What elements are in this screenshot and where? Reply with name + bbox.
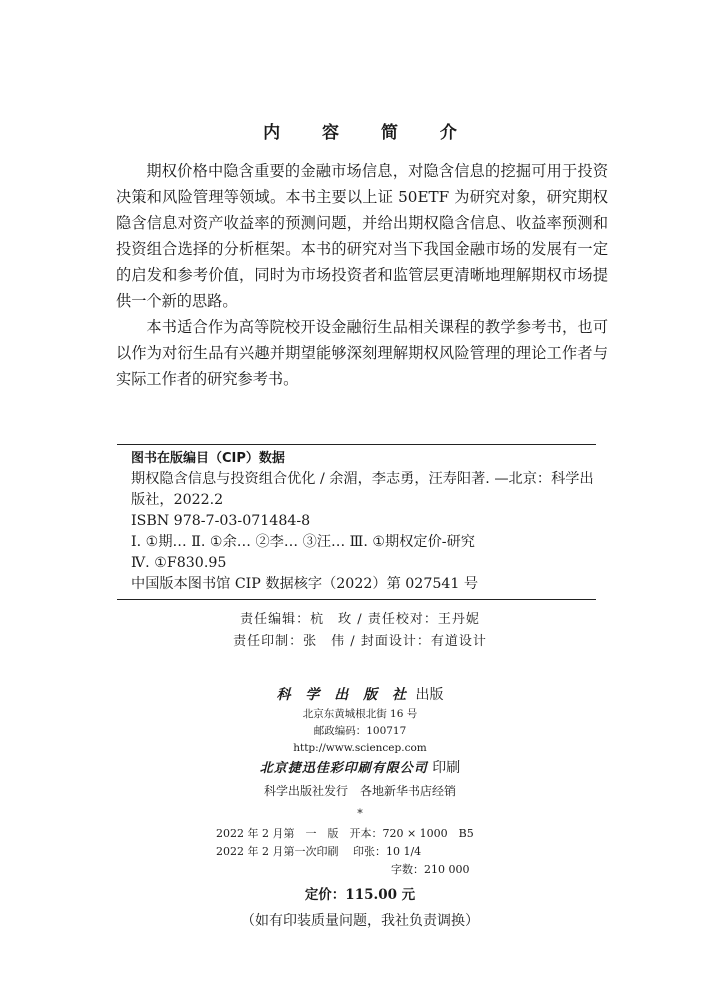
separator-star: * — [357, 807, 363, 820]
editor-credits-line-2: 责任印制：张 伟 / 封面设计：有道设计 — [233, 634, 487, 649]
printer-line — [0, 757, 720, 780]
publisher-postcode: 邮政编码：100717 — [313, 725, 407, 737]
spec-printing-row: 2022 年 2 月第一次印刷 印张：10 1/4 — [216, 845, 422, 858]
cip-data-block — [117, 444, 596, 600]
editor-credits-line-1: 责任编辑：杭 玫 / 责任校对：王丹妮 — [240, 612, 480, 627]
publisher-address: 北京东黄城根北街 16 号 — [302, 708, 418, 720]
cip-record-number: 中国版本图书馆 CIP 数据核字（2022）第 027541 号 — [131, 576, 479, 592]
printer-name: 北京捷迅佳彩印刷有限公司 — [259, 761, 428, 776]
spec-word-count: 字数：210 000 — [391, 863, 470, 876]
cip-title: 图书在版编目（CIP）数据 — [131, 451, 285, 466]
cip-classification-2: Ⅳ. ①F830.95 — [131, 555, 227, 571]
cip-isbn: ISBN 978-7-03-071484-8 — [131, 513, 311, 529]
summary-paragraph-2: 本书适合作为高等院校开设金融衍生品相关课程的教学参考书，也可以作为对衍生品有兴趣并期望能够深刻理解期权风险管理的理论工作者与实际工作者的研究参考书。 — [116, 318, 608, 388]
printer-role: 印刷 — [432, 760, 461, 776]
cip-entry: 期权隐含信息与投资组合优化 / 余湄，李志勇，汪寿阳著. —北京：科学出版社，2022.2 — [131, 471, 594, 508]
content-summary — [116, 158, 608, 392]
price-label: 定价：115.00 元 — [304, 887, 416, 903]
edition-specs — [216, 825, 516, 879]
editor-credits — [0, 609, 720, 653]
publisher-role: 出版 — [415, 687, 444, 703]
distribution-line: 科学出版社发行 各地新华书店经销 — [263, 784, 456, 798]
publisher-line — [0, 684, 720, 706]
quality-notice: （如有印装质量问题，我社负责调换） — [241, 913, 479, 929]
publisher-website: http://www.sciencep.com — [293, 742, 427, 754]
spec-edition-row: 2022 年 2 月第 一 版 开本：720 × 1000 B5 — [216, 827, 474, 840]
content-summary-heading: 内 容 简 介 — [263, 123, 475, 143]
publisher-name: 科 学 出 版 社 — [276, 687, 412, 703]
cip-classification-1: Ⅰ. ①期… Ⅱ. ①余… ②李… ③汪… Ⅲ. ①期权定价-研究 — [131, 534, 475, 550]
summary-paragraph-1: 期权价格中隐含重要的金融市场信息，对隐含信息的挖掘可用于投资决策和风险管理等领域。本书主要以上证 50ETF 为研究对象，研究期权隐含信息对资产收益率的预测问题，并给出期权隐含信息、收益率预测和投资组合选择的分析框架。本书的研究对当下我国金融市场的发展有一定的启发和参考价值，同时为市场投资者和监管层更清晰地理解期权市场提供一个新的思路。 — [116, 162, 608, 310]
publisher-info — [0, 684, 720, 822]
